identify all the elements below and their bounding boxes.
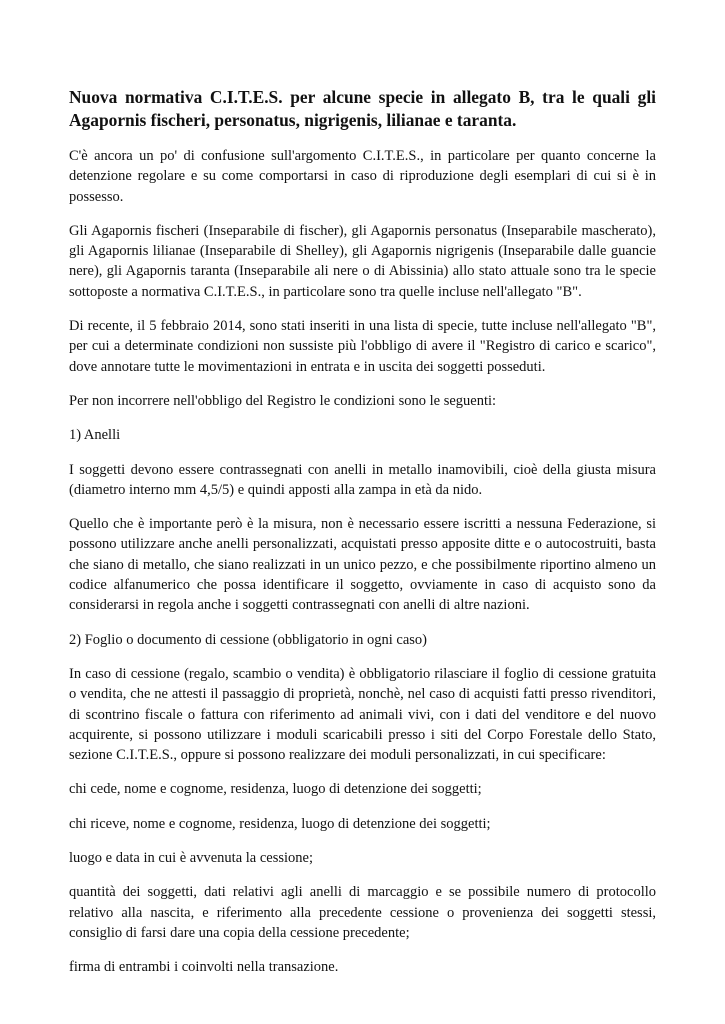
list-item-place-date: luogo e data in cui è avvenuta la cessione; xyxy=(69,850,313,867)
heading-rings: 1) Anelli xyxy=(69,427,121,444)
list-item-signature: firma di entrambi i coinvolti nella transazione. xyxy=(69,959,339,976)
list-item-receiver: chi riceve, nome e cognome, residenza, luogo di detenzione dei soggetti; xyxy=(69,815,491,832)
list-item-giver: chi cede, nome e cognome, residenza, luogo di detenzione dei soggetti; xyxy=(69,781,482,798)
paragraph-transfer: In caso di cessione (regalo, scambio o vendita) è obbligatorio rilasciare il foglio di cessione gratuita o vendita, che ne attesti il passaggio di proprietà, nonchè, nel caso di acquisti fatti presso rivenditori, di scontrino fiscale o fattura con riferimento ad animali vivi, con i dati del venditore e del nuovo acquirente, si possono utilizzare i moduli scaricabili presso i siti del Corpo Forestale dello Stato, sezione C.I.T.E.S., oppure si possono realizzare dei moduli personalizzati, in cui specificare: xyxy=(69,665,656,764)
paragraph-rings: I soggetti devono essere contrassegnati con anelli in metallo inamovibili, cioè della giusta misura (diametro interno mm 4,5/5) e quindi apposti alla zampa in età da nido. xyxy=(69,461,656,498)
paragraph-conditions-intro: Per non incorrere nell'obbligo del Registro le condizioni sono le seguenti: xyxy=(69,392,497,409)
document-body xyxy=(69,86,656,992)
paragraph-species: Gli Agapornis fischeri (Inseparabile di fischer), gli Agapornis personatus (Inseparabile mascherato), gli Agapornis lilianae (Inseparabile di Shelley), gli Agapornis nigrigenis (Inseparabile dalle guancie nere), gli Agapornis taranta (Inseparabile ali nere o di Abissinia) allo stato attuale sono tra le specie sottoposte a normativa C.I.T.E.S., in particolare sono tra quelle incluse nell'allegato "B". xyxy=(69,222,656,300)
document-title: Nuova normativa C.I.T.E.S. per alcune specie in allegato B, tra le quali gli Agapornis fischeri, personatus, nigrigenis, lilianae e taranta. xyxy=(69,87,656,130)
paragraph-recent-change: Di recente, il 5 febbraio 2014, sono stati inseriti in una lista di specie, tutte incluse nell'allegato "B", per cui a determinate condizioni non sussiste più l'obbligo di avere il "Registro di carico e scarico", dove annotare tutte le movimentazioni in entrata e in uscita dei soggetti posseduti. xyxy=(69,318,656,375)
list-item-quantity: quantità dei soggetti, dati relativi agli anelli di marcaggio e se possibile numero di protocollo relativo alla nascita, e riferimento alla precedente cessione o provenienza dei soggetti stessi, consiglio di farsi dare una copia della cessione precedente; xyxy=(69,884,656,941)
paragraph-rings-details: Quello che è importante però è la misura, non è necessario essere iscritti a nessuna Federazione, si possono utilizzare anche anelli personalizzati, acquistati presso apposite ditte e o autocostruiti, basta che siano di metallo, che siano realizzati in un unico pezzo, e che possibilmente riportino almeno un codice alfanumerico che possa identificare il soggetto, ovviamente in caso di acquisto sono da considerarsi in regola anche i soggetti contrassegnati con anelli di altre nazioni. xyxy=(69,516,656,614)
paragraph-intro: C'è ancora un po' di confusione sull'argomento C.I.T.E.S., in particolare per quanto concerne la detenzione regolare e su come comportarsi in caso di riproduzione degli esemplari di cui si è in possesso. xyxy=(69,148,656,205)
heading-transfer-document: 2) Foglio o documento di cessione (obbligatorio in ogni caso) xyxy=(69,631,428,648)
